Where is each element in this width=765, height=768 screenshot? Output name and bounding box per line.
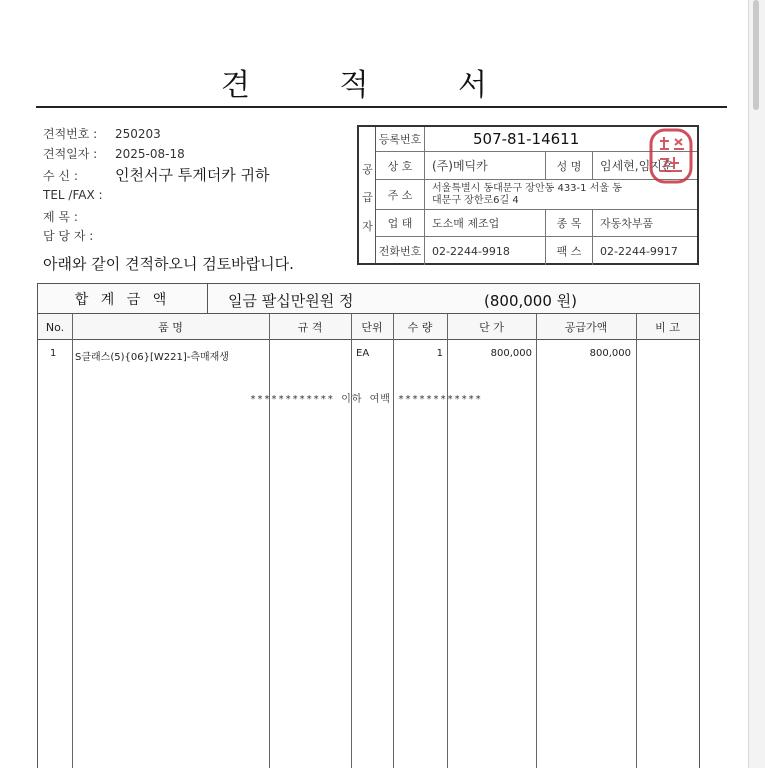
business-label: 업 태 bbox=[376, 210, 425, 236]
recipient-row bbox=[43, 164, 269, 185]
supplier-side-char: 급 bbox=[362, 191, 373, 204]
telfax-label: TEL /FAX : bbox=[43, 188, 103, 202]
address-label: 주 소 bbox=[376, 180, 425, 209]
quote-date-label: 견적일자 : bbox=[43, 147, 98, 161]
row-supply: 800,000 bbox=[589, 348, 631, 359]
vertical-scrollbar[interactable] bbox=[753, 0, 759, 110]
phone-label: 전화번호 bbox=[376, 237, 425, 265]
row-unit: EA bbox=[356, 348, 370, 359]
table-header bbox=[38, 314, 699, 340]
column-divider bbox=[72, 314, 73, 768]
supplier-row-business bbox=[376, 210, 697, 237]
category-label: 종 목 bbox=[546, 210, 593, 236]
row-item: S클래스(5){06}[W221]-측매재생 bbox=[75, 352, 229, 363]
column-divider bbox=[536, 314, 537, 768]
company-seal-stamp bbox=[648, 127, 694, 185]
manager-label: 담 당 자 : bbox=[43, 229, 94, 243]
header-supply: 공급가액 bbox=[564, 321, 608, 334]
header-no: No. bbox=[45, 320, 65, 334]
column-divider bbox=[351, 314, 352, 768]
column-divider bbox=[269, 314, 270, 768]
company-name: (주)메딕카 bbox=[425, 152, 546, 179]
row-price: 800,000 bbox=[490, 348, 532, 359]
total-amount-bar bbox=[37, 283, 700, 314]
column-divider bbox=[393, 314, 394, 768]
row-no: 1 bbox=[50, 348, 57, 359]
quote-date-row bbox=[43, 145, 185, 162]
fax-label: 팩 스 bbox=[546, 237, 593, 265]
supplier-side-char: 자 bbox=[362, 220, 373, 233]
business-category: 자동차부품 bbox=[600, 217, 654, 230]
phone-number: 02-2244-9918 bbox=[425, 237, 546, 265]
quote-number: 250203 bbox=[115, 127, 161, 141]
quote-date: 2025-08-18 bbox=[115, 147, 185, 161]
recipient: 인천서구 투게더카 귀하 bbox=[115, 166, 270, 184]
quote-number-label: 견적번호 : bbox=[43, 127, 98, 141]
items-table bbox=[37, 314, 700, 768]
recipient-label: 수 신 : bbox=[43, 169, 78, 183]
reg-no: 507-81-14611 bbox=[473, 130, 580, 148]
column-divider bbox=[636, 314, 637, 768]
row-qty: 1 bbox=[436, 348, 443, 359]
subject-row bbox=[43, 208, 115, 225]
quote-number-row bbox=[43, 125, 161, 142]
name-label: 성 명 bbox=[546, 152, 593, 179]
header-price: 단 가 bbox=[479, 321, 504, 334]
header-unit: 단위 bbox=[361, 321, 383, 334]
header-note: 비 고 bbox=[655, 321, 680, 334]
header-spec: 규 격 bbox=[297, 321, 323, 334]
total-label: 합 계 금 액 bbox=[38, 284, 208, 313]
title-divider bbox=[36, 106, 727, 108]
supplier-row-phone bbox=[376, 237, 697, 265]
business-type: 도소매 제조업 bbox=[425, 210, 546, 236]
total-in-words: 일금 팔십만원원 정 bbox=[228, 292, 354, 310]
address-line-2: 대문구 장한로6길 4 bbox=[432, 194, 519, 206]
company-label: 상 호 bbox=[376, 152, 425, 179]
header-qty: 수 량 bbox=[407, 321, 433, 334]
header-item: 품 명 bbox=[158, 321, 183, 334]
reg-no-label: 등록번호 bbox=[376, 127, 425, 151]
blank-below-note: ************ 이하 여백 ************ bbox=[250, 394, 483, 405]
document-title: 견 적 서 bbox=[220, 68, 527, 103]
greeting-text: 아래와 같이 견적하오니 검토바랍니다. bbox=[43, 255, 294, 273]
supplier-side-label bbox=[359, 127, 376, 263]
address-line-1: 서울특별시 동대문구 장안동 433-1 서울 동 bbox=[432, 182, 622, 194]
telfax-row bbox=[43, 188, 115, 202]
supplier-side-char: 공 bbox=[362, 163, 373, 176]
subject-label: 제 목 : bbox=[43, 210, 78, 224]
representative-name: 임세현,임지훈 bbox=[600, 159, 674, 173]
manager-row bbox=[43, 227, 115, 244]
total-amount: (800,000 원) bbox=[484, 292, 577, 310]
fax-number: 02-2244-9917 bbox=[600, 244, 678, 258]
column-divider bbox=[447, 314, 448, 768]
